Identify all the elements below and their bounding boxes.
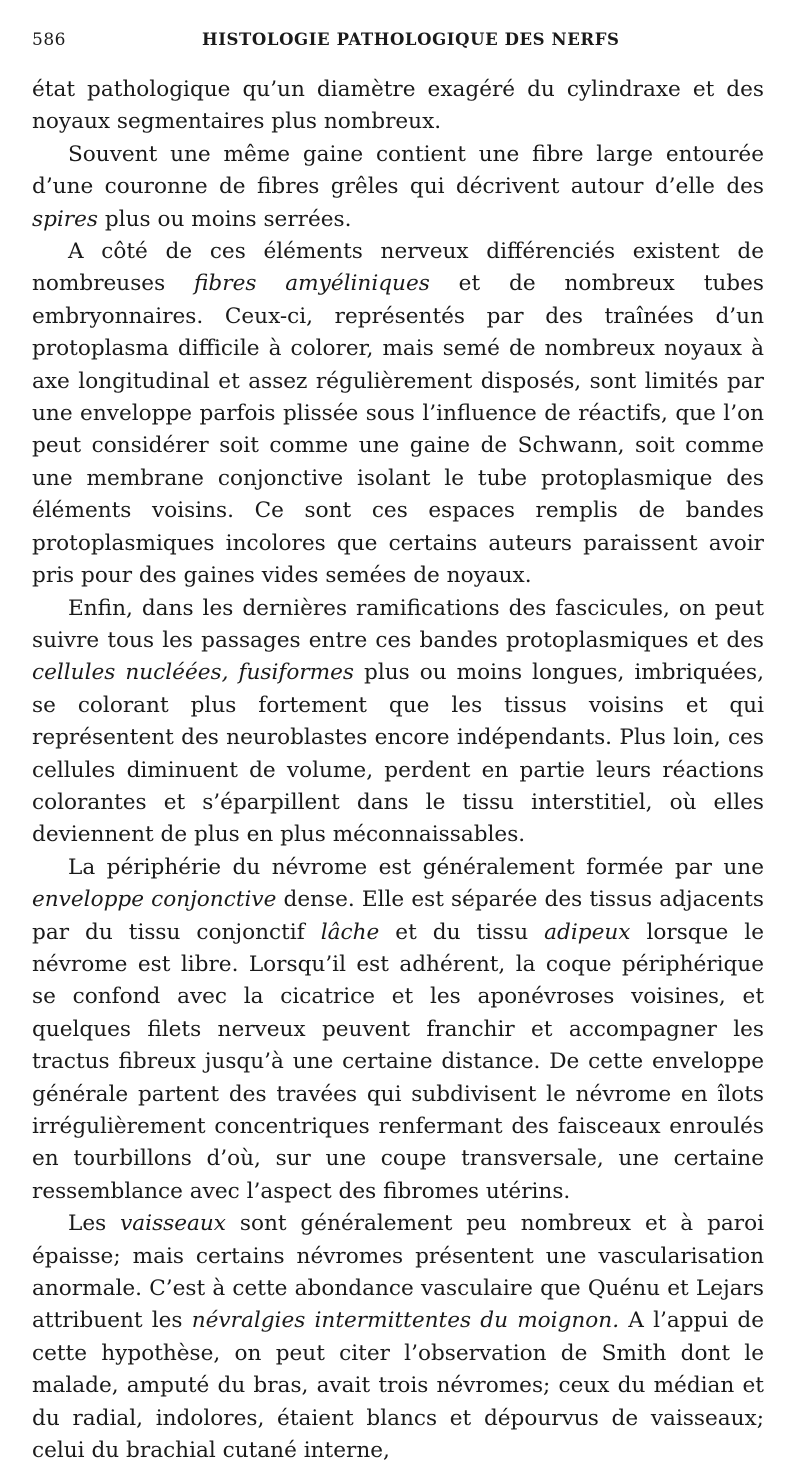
- page-header: [32, 30, 764, 64]
- text-segment: A l’appui de cette hypothèse, on peut citer l’observation de Smith dont le malade, amputé du bras, avait trois névromes; ceux du médian et du radial, indolores, étaient blancs et dépourvus de vaisseaux; celui du brachial cutané interne,: [32, 1308, 764, 1464]
- italic-term: fibres amyéliniques: [194, 271, 430, 297]
- text-segment: et du tissu: [379, 919, 545, 945]
- italic-term: enveloppe conjonctive: [32, 887, 277, 913]
- text-segment: état pathologique qu’un diamètre exagéré du cylindraxe et des noyaux segmentaires plus nombreux.: [32, 77, 764, 135]
- text-segment: A côté de ces éléments nerveux différenciés existent de nombreuses: [32, 239, 764, 297]
- text-segment: dense. Elle est séparée des tissus adjacents par du tissu conjonctif: [32, 887, 765, 945]
- text-segment: plus ou moins serrées.: [98, 206, 352, 232]
- italic-term: lâche: [320, 919, 380, 945]
- italic-term: adipeux: [544, 919, 631, 945]
- italic-term: cellules nucléées, fusiformes: [32, 660, 355, 686]
- paragraph: [32, 593, 764, 852]
- italic-term: névralgies intermittentes du moignon.: [191, 1308, 620, 1334]
- text-segment: plus ou moins longues, imbriquées, se colorant plus fortement que les tissus voisins et qui représentent des neuroblastes encore indépendants. Plus loin, ces cellules diminuent de volume, perdent en partie leurs réactions colorantes et s’éparpillent dans le tissu interstitiel, où elles deviennent de plus en plus méconnaissables.: [32, 660, 764, 848]
- paragraph: [32, 139, 764, 236]
- body-text: [32, 74, 764, 1467]
- text-segment: sont généralement peu nombreux et à paroi épaisse; mais certains névromes présentent une vascularisation anormale. C’est à cette abondance vasculaire que Quénu et Lejars attribuent les: [32, 1211, 764, 1334]
- text-segment: lorsque le névrome est libre. Lorsqu’il est adhérent, la coque périphérique se confond avec la cicatrice et les aponévroses voisines, et quelques filets nerveux peuvent franchir et accompagner les tractus fibreux jusqu’à une certaine distance. De cette enveloppe générale partent des travées qui subdivisent le névrome en îlots irrégulièrement concentriques renfermant des faisceaux enroulés en tourbillons d’où, sur une coupe transversale, une certaine ressemblance avec l’aspect des fibromes utérins.: [32, 919, 764, 1204]
- running-title: HISTOLOGIE PATHOLOGIQUE DES NERFS: [202, 30, 620, 49]
- italic-term: spires: [32, 206, 98, 232]
- page-number: 586: [32, 30, 66, 50]
- text-segment: et de nombreux tubes embryonnaires. Ceux-ci, représentés par des traînées d’un protoplasma difficile à colorer, mais semé de nombreux noyaux à axe longitudinal et assez régulièrement disposés, sont limités par une enveloppe parfois plissée sous l’influence de réactifs, que l’on peut considérer soit comme une gaine de Schwann, soit comme une membrane conjonctive isolant le tube protoplasmique des éléments voisins. Ce sont ces espaces remplis de bandes protoplasmiques incolores que certains auteurs paraissent avoir pris pour des gaines vides semées de noyaux.: [32, 271, 764, 589]
- paragraph: [32, 236, 764, 592]
- text-segment: Les: [68, 1211, 121, 1237]
- paragraph: [32, 1208, 764, 1467]
- paragraph: [32, 74, 764, 139]
- italic-term: vaisseaux: [120, 1211, 226, 1237]
- text-segment: Enfin, dans les dernières ramifications des fascicules, on peut suivre tous les passages entre ces bandes protoplasmiques et des: [32, 595, 764, 653]
- paragraph: [32, 852, 764, 1208]
- text-segment: Souvent une même gaine contient une fibre large entourée d’une couronne de fibres grêles qui décrivent autour d’elle des: [32, 141, 764, 200]
- text-segment: La périphérie du névrome est généralement formée par une: [68, 854, 764, 880]
